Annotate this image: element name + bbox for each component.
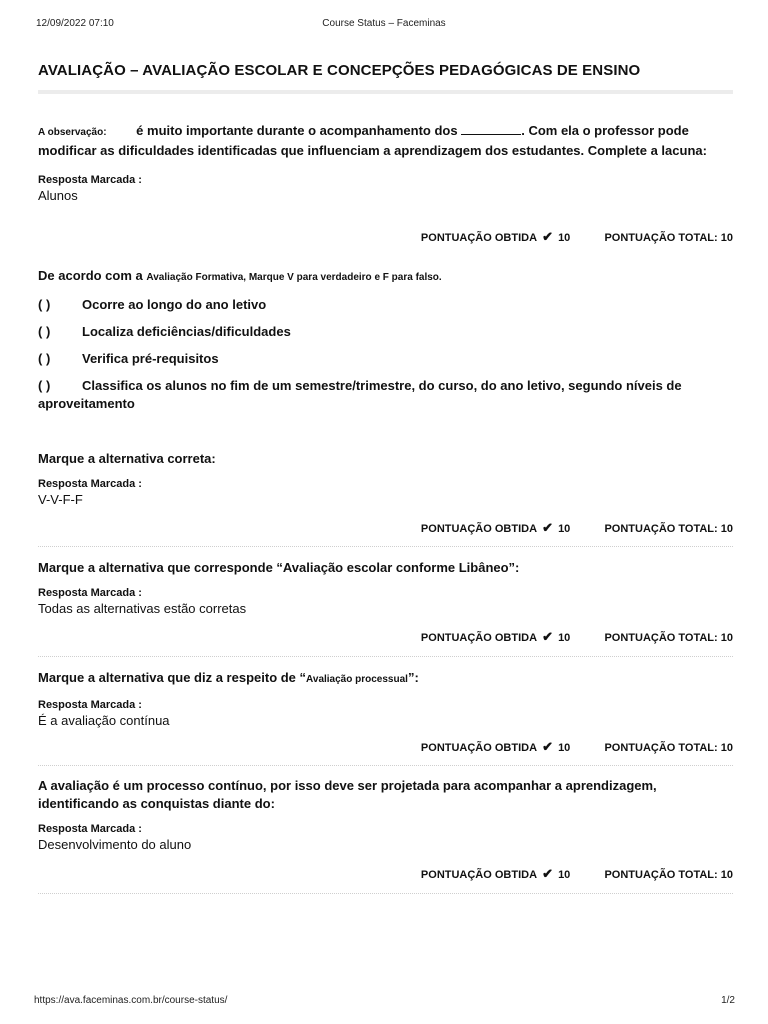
option-text: Ocorre ao longo do ano letivo — [82, 297, 267, 312]
response-label: Resposta Marcada : — [38, 174, 142, 186]
list-item — [38, 377, 738, 413]
score-row — [421, 866, 733, 882]
score-total-label: PONTUAÇÃO TOTAL: — [604, 523, 718, 535]
score-obtained-label: PONTUAÇÃO OBTIDA — [420, 742, 538, 754]
question-divider — [38, 656, 733, 657]
list-item — [38, 296, 738, 314]
question-block-2 — [38, 267, 738, 509]
score-total-label: PONTUAÇÃO TOTAL: — [604, 632, 718, 644]
option-marker: ( ) — [38, 378, 51, 393]
score-total-value: 10 — [720, 232, 733, 244]
question-text: Marque a alternativa que corresponde “Avaliação escolar conforme Libâneo”: — [38, 560, 520, 575]
question-text-part: . Com ela o professor pode modificar as dificuldades identificadas que influenciam a aprendizagem dos estudantes. Complete a lacuna: — [38, 123, 707, 158]
score-total-value: 10 — [720, 632, 733, 644]
score-row — [421, 629, 733, 645]
page-title: AVALIAÇÃO – AVALIAÇÃO ESCOLAR E CONCEPÇÕES PEDAGÓGICAS DE ENSINO — [38, 62, 641, 79]
checkmark-icon: ✔ — [542, 520, 553, 535]
response-label: Resposta Marcada : — [38, 823, 142, 835]
page-url-link[interactable]: https://ava.faceminas.com.br/course-status/ — [34, 995, 228, 1006]
question-text-part: Marque a alternativa que diz a respeito de “ — [38, 670, 307, 685]
option-text: Classifica os alunos no fim de um semestre/trimestre, do curso, do ano letivo, segundo níveis de aproveitamento — [38, 378, 682, 411]
option-text: Localiza deficiências/dificuldades — [82, 324, 291, 339]
question-intro-detail: Avaliação Formativa, Marque V para verdadeiro e F para falso. — [146, 272, 442, 283]
score-row — [421, 520, 733, 536]
option-marker: ( ) — [38, 351, 51, 366]
score-obtained-value: 10 — [558, 632, 571, 644]
score-obtained-label: PONTUAÇÃO OBTIDA — [420, 523, 538, 535]
list-item — [38, 350, 738, 368]
score-obtained-label: PONTUAÇÃO OBTIDA — [420, 632, 538, 644]
question-block-5 — [38, 777, 738, 854]
score-total-label: PONTUAÇÃO TOTAL: — [604, 869, 718, 881]
list-item — [38, 323, 738, 341]
title-divider — [38, 90, 733, 94]
score-total-value: 10 — [720, 523, 733, 535]
score-row — [421, 739, 733, 755]
question-text — [38, 669, 738, 689]
score-total-value: 10 — [720, 742, 733, 754]
answer-blank — [461, 123, 521, 135]
checkmark-icon: ✔ — [542, 866, 553, 881]
score-obtained-value: 10 — [558, 742, 571, 754]
question-block-1 — [38, 122, 738, 205]
checkmark-icon: ✔ — [542, 629, 553, 644]
score-total-label: PONTUAÇÃO TOTAL: — [604, 742, 718, 754]
question-text: A avaliação é um processo contínuo, por isso deve ser projetada para acompanhar a aprendizagem, identificando as conquistas diante do: — [38, 778, 657, 811]
score-row — [421, 229, 733, 245]
score-obtained-value: 10 — [558, 523, 571, 535]
question-divider — [38, 546, 733, 547]
response-label: Resposta Marcada : — [38, 699, 142, 711]
question-text — [38, 122, 738, 160]
question-divider — [38, 765, 733, 766]
score-obtained-label: PONTUAÇÃO OBTIDA — [420, 869, 538, 881]
response-value: V-V-F-F — [38, 492, 83, 507]
options-list — [38, 296, 738, 413]
score-total-value: 10 — [720, 869, 733, 881]
score-obtained-label: PONTUAÇÃO OBTIDA — [420, 232, 538, 244]
question-text-part: ”: — [407, 670, 419, 685]
checkmark-icon: ✔ — [542, 739, 553, 754]
checkmark-icon: ✔ — [542, 229, 553, 244]
option-text: Verifica pré-requisitos — [82, 351, 219, 366]
response-value: Todas as alternativas estão corretas — [38, 601, 247, 616]
question-divider — [38, 893, 733, 894]
option-marker: ( ) — [38, 324, 51, 339]
option-marker: ( ) — [38, 297, 51, 312]
print-date: 12/09/2022 07:10 — [36, 18, 114, 29]
question-prefix: A observação: — [38, 127, 107, 138]
score-total-label: PONTUAÇÃO TOTAL: — [604, 232, 718, 244]
print-page-title: Course Status – Faceminas — [322, 18, 446, 29]
question-intro: De acordo com a — [38, 268, 143, 283]
question-text-part: é muito importante durante o acompanhamento dos — [136, 123, 458, 138]
response-label: Resposta Marcada : — [38, 478, 142, 490]
question-block-4 — [38, 669, 738, 730]
question-block-3 — [38, 559, 738, 618]
question-text-emphasis: Avaliação processual — [306, 674, 408, 685]
question-text — [38, 267, 738, 287]
score-obtained-value: 10 — [558, 232, 571, 244]
score-obtained-value: 10 — [558, 869, 571, 881]
response-value: É a avaliação contínua — [38, 713, 170, 728]
page-number: 1/2 — [721, 995, 735, 1006]
response-value: Desenvolvimento do aluno — [38, 837, 192, 852]
response-label: Resposta Marcada : — [38, 587, 142, 599]
question-prompt: Marque a alternativa correta: — [38, 451, 216, 466]
response-value: Alunos — [38, 188, 78, 203]
